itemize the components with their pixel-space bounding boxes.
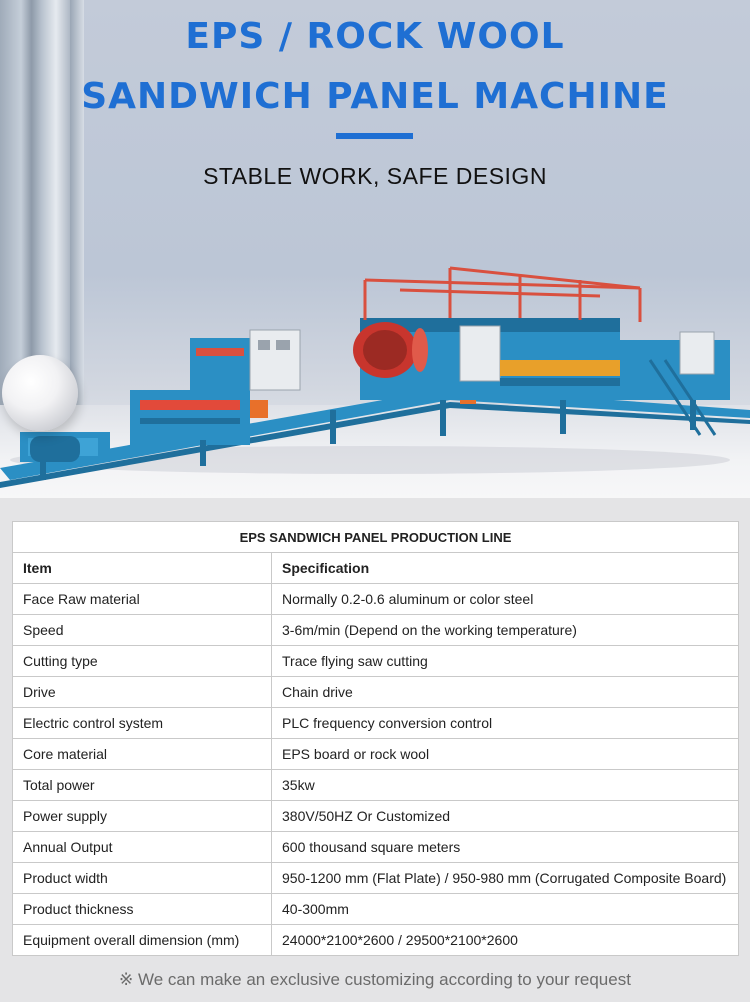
- table-header-row: [13, 553, 739, 584]
- spec-cell: EPS board or rock wool: [272, 739, 739, 770]
- page-title-line1: EPS / ROCK WOOL: [185, 16, 565, 57]
- hero-banner: [0, 0, 750, 498]
- spec-cell: Chain drive: [272, 677, 739, 708]
- table-caption: EPS SANDWICH PANEL PRODUCTION LINE: [13, 522, 739, 553]
- item-cell: Drive: [13, 677, 272, 708]
- item-cell: Electric control system: [13, 708, 272, 739]
- table-row: [13, 770, 739, 801]
- decorative-sphere: [2, 355, 78, 431]
- title-underline: [336, 133, 413, 139]
- table-row: [13, 863, 739, 894]
- spec-cell: Normally 0.2-0.6 aluminum or color steel: [272, 584, 739, 615]
- spec-cell: 380V/50HZ Or Customized: [272, 801, 739, 832]
- table-row: [13, 615, 739, 646]
- table-row: [13, 708, 739, 739]
- spec-cell: 35kw: [272, 770, 739, 801]
- item-cell: Core material: [13, 739, 272, 770]
- table-row: [13, 801, 739, 832]
- item-cell: Speed: [13, 615, 272, 646]
- spec-cell: 600 thousand square meters: [272, 832, 739, 863]
- item-cell: Equipment overall dimension (mm): [13, 925, 272, 956]
- spec-cell: 24000*2100*2600 / 29500*2100*2600: [272, 925, 739, 956]
- item-cell: Product thickness: [13, 894, 272, 925]
- item-cell: Face Raw material: [13, 584, 272, 615]
- table-row: [13, 925, 739, 956]
- spec-cell: 3-6m/min (Depend on the working temperature): [272, 615, 739, 646]
- spec-cell: 950-1200 mm (Flat Plate) / 950-980 mm (Corrugated Composite Board): [272, 863, 739, 894]
- spec-cell: PLC frequency conversion control: [272, 708, 739, 739]
- table-row: [13, 584, 739, 615]
- page-title-line2: SANDWICH PANEL MACHINE: [81, 76, 669, 117]
- machine-illustration: [0, 260, 750, 498]
- item-cell: Annual Output: [13, 832, 272, 863]
- item-cell: Cutting type: [13, 646, 272, 677]
- spec-cell: 40-300mm: [272, 894, 739, 925]
- column-header-specification: Specification: [272, 553, 739, 584]
- table-row: [13, 739, 739, 770]
- column-header-item: Item: [13, 553, 272, 584]
- item-cell: Product width: [13, 863, 272, 894]
- table-row: [13, 646, 739, 677]
- table-caption-row: [13, 522, 739, 553]
- item-cell: Total power: [13, 770, 272, 801]
- page-subtitle: STABLE WORK, SAFE DESIGN: [203, 163, 547, 189]
- item-cell: Power supply: [13, 801, 272, 832]
- customization-note: ※ We can make an exclusive customizing according to your request: [119, 970, 631, 989]
- spec-table: [12, 521, 739, 956]
- table-row: [13, 677, 739, 708]
- spec-cell: Trace flying saw cutting: [272, 646, 739, 677]
- table-row: [13, 832, 739, 863]
- table-row: [13, 894, 739, 925]
